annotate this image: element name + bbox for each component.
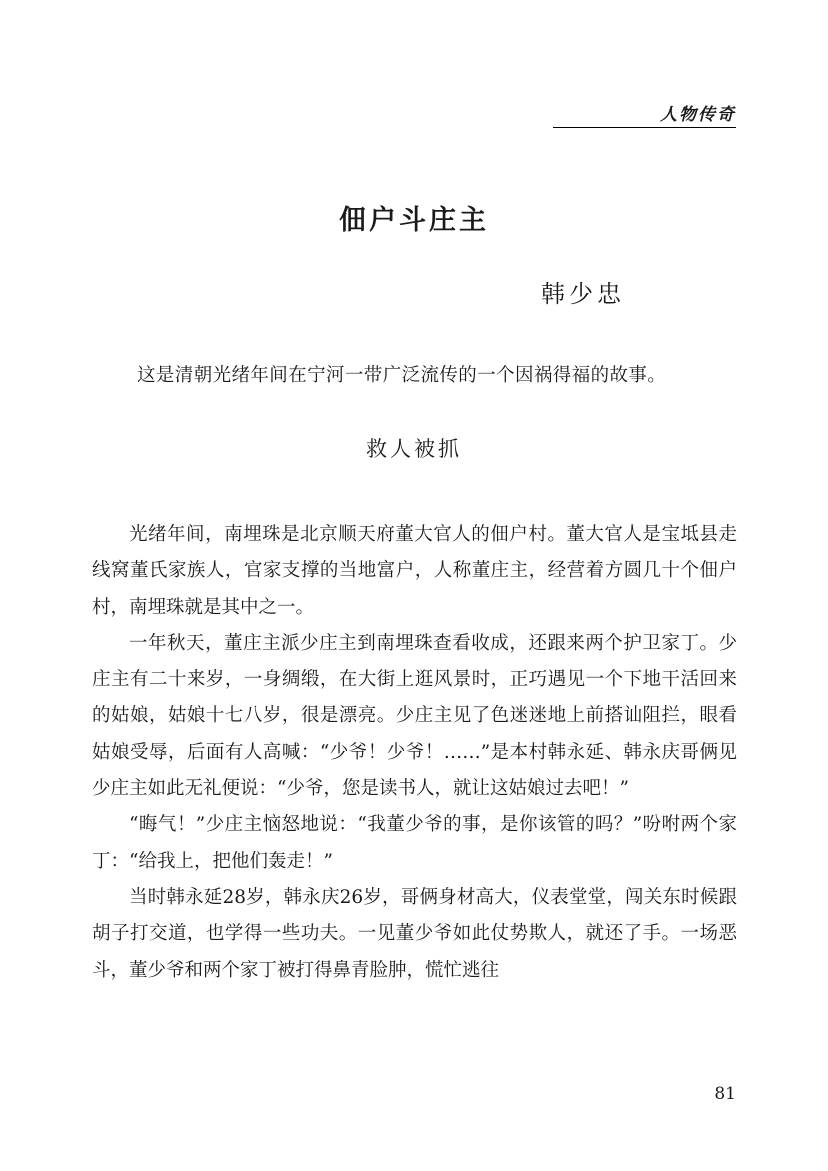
body-paragraph: 一年秋天，董庄主派少庄主到南埋珠查看收成，还跟来两个护卫家丁。少庄主有二十来岁，一身绸缎，在大街上逛风景时，正巧遇见一个下地干活回来的姑娘，姑娘十七八岁，很是漂亮。少庄主见了色迷迷地上前搭讪阻拦，眼看姑娘受辱，后面有人高喊：“少爷！少爷！……”是本村韩永延、韩永庆哥俩见少庄主如此无礼便说：“少爷，您是读书人，就让这姑娘过去吧！” xyxy=(92,632,737,800)
article-author: 韩少忠 xyxy=(541,280,625,308)
section-title: 救人被抓 xyxy=(366,437,462,461)
intro-paragraph: 这是清朝光绪年间在宁河一带广泛流传的一个因祸得福的故事。 xyxy=(137,365,667,386)
body-paragraph: 光绪年间，南埋珠是北京顺天府董大官人的佃户村。董大官人是宝坻县走线窝董氏家族人，官家支撑的当地富户，人称董庄主，经营着方圆几十个佃户村，南埋珠就是其中之一。 xyxy=(92,524,737,618)
header-rule xyxy=(553,127,736,128)
body-paragraph: 当时韩永延28岁，韩永庆26岁，哥俩身材高大，仪表堂堂，闯关东时候跟胡子打交道，也学得一些功夫。一见董少爷如此仗势欺人，就还了手。一场恶斗，董少爷和两个家丁被打得鼻青脸肿，慌忙逃往 xyxy=(92,886,737,981)
article-body xyxy=(92,517,737,989)
page-number: 81 xyxy=(714,1084,736,1104)
article-title: 佃户斗庄主 xyxy=(339,205,489,236)
body-paragraph: “晦气！”少庄主恼怒地说：“我董少爷的事，是你该管的吗？”吩咐两个家丁：“给我上，把他们轰走！” xyxy=(92,814,737,872)
running-header: 人物传奇 xyxy=(660,105,736,125)
